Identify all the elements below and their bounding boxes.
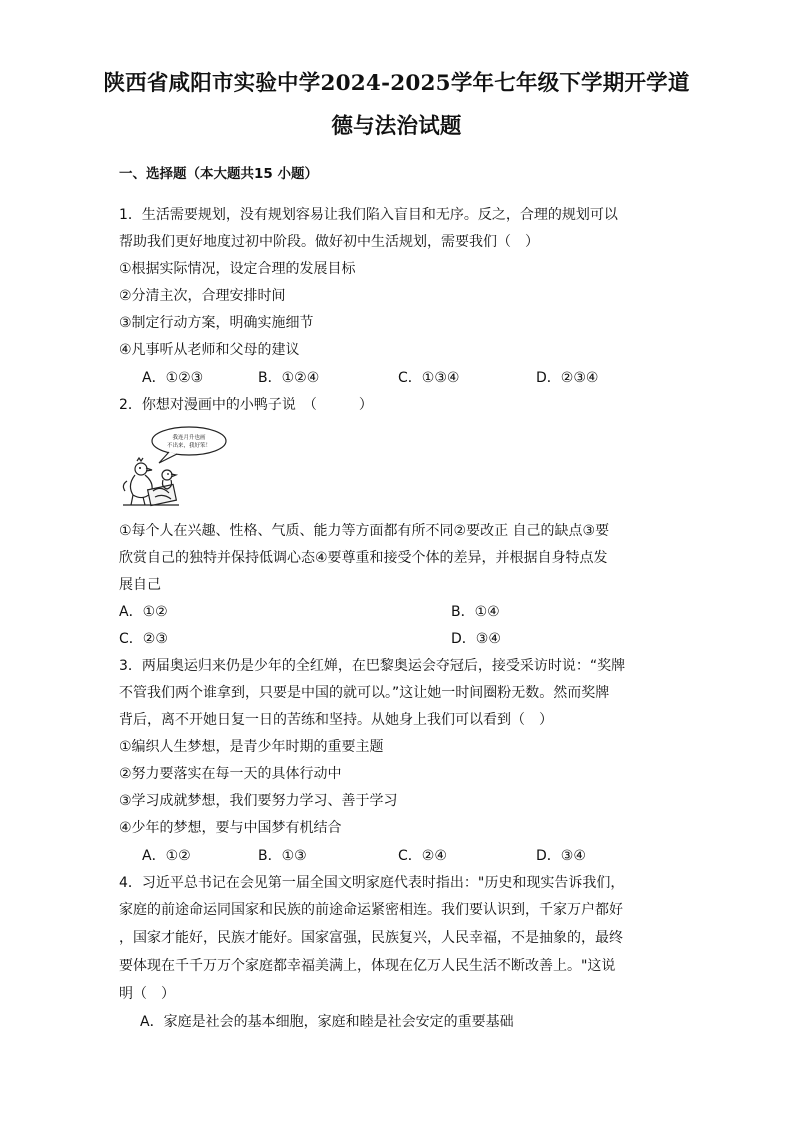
q1-stem-line: 帮助我们更好地度过初中阶段。做好初中生活规划，需要我们（ ） xyxy=(119,234,539,250)
speech-bubble-text: 不出来，我好笨！ xyxy=(166,443,212,449)
q3-statement: ①编织人生梦想，是青少年时期的重要主题 xyxy=(119,739,384,755)
q3-statement: ②努力要落实在每一天的具体行动中 xyxy=(119,766,342,782)
q1-statement: ①根据实际情况，设定合理的发展目标 xyxy=(119,261,356,277)
q3-stem-line: 背后，离不开她日复一日的苦练和坚持。从她身上我们可以看到（ ） xyxy=(119,712,553,728)
q1-statement: ②分清主次，合理安排时间 xyxy=(119,288,286,304)
q4-stem-line: 要体现在千千万万个家庭都幸福美满上，体现在亿万人民生活不断改善上。"这说 xyxy=(119,958,616,974)
q3-statement: ③学习成就梦想，我们要努力学习、善于学习 xyxy=(119,793,398,809)
q3-option-b[interactable]: B．①③ xyxy=(258,848,307,864)
q3-option-d[interactable]: D．③④ xyxy=(536,848,586,864)
q2-option-c[interactable]: C．②③ xyxy=(119,631,168,647)
q1-statement: ③制定行动方案，明确实施细节 xyxy=(119,315,314,331)
q3-stem-line: 不管我们两个谁拿到，只要是中国的就可以。”这让她一时间圈粉无数。然而奖牌 xyxy=(119,685,610,701)
q4-option-a[interactable]: A．家庭是社会的基本细胞，家庭和睦是社会安定的重要基础 xyxy=(140,1014,514,1030)
exam-title-line1: 陕西省咸阳市实验中学2024-2025学年七年级下学期开学道 xyxy=(103,71,690,96)
q2-statement-line: 欣赏自己的独特并保持低调心态④要尊重和接受个体的差异，并根据自身特点发 xyxy=(119,550,608,566)
q2-option-b[interactable]: B．①④ xyxy=(451,604,500,620)
q1-statement: ④凡事听从老师和父母的建议 xyxy=(119,342,300,358)
q3-stem-line: 3．两届奥运归来仍是少年的全红婵，在巴黎奥运会夺冠后，接受采访时说：“奖牌 xyxy=(119,658,626,674)
duckling-cartoon xyxy=(119,425,229,509)
q3-option-c[interactable]: C．②④ xyxy=(398,848,447,864)
q2-option-d[interactable]: D．③④ xyxy=(451,631,501,647)
q1-option-a[interactable]: A．①②③ xyxy=(142,370,204,386)
q1-option-c[interactable]: C．①③④ xyxy=(398,370,460,386)
q1-option-d[interactable]: D．②③④ xyxy=(536,370,599,386)
q1-option-b[interactable]: B．①②④ xyxy=(258,370,320,386)
q3-option-a[interactable]: A．①② xyxy=(142,848,191,864)
speech-bubble-text: 我连月升也画 xyxy=(172,435,206,441)
section-heading: 一、选择题（本大题共15 小题） xyxy=(119,166,318,182)
q4-stem-line: 明（ ） xyxy=(119,986,175,1002)
q3-statement: ④少年的梦想，要与中国梦有机结合 xyxy=(119,820,342,836)
q1-stem-line: 1．生活需要规划，没有规划容易让我们陷入盲目和无序。反之，合理的规划可以 xyxy=(119,207,618,223)
q2-option-a[interactable]: A．①② xyxy=(119,604,168,620)
q2-statement-line: ①每个人在兴趣、性格、气质、能力等方面都有所不同②要改正 自己的缺点③要 xyxy=(119,523,610,539)
q2-stem: 2．你想对漫画中的小鸭子说 （ ） xyxy=(119,397,373,413)
exam-title-line2: 德与法治试题 xyxy=(331,114,462,139)
q4-stem-line: 家庭的前途命运同国家和民族的前途命运紧密相连。我们要认识到，千家万户都好 xyxy=(119,902,623,918)
q4-stem-line: ，国家才能好，民族才能好。国家富强，民族复兴，人民幸福，不是抽象的，最终 xyxy=(119,930,623,946)
q2-statement-line: 展自己 xyxy=(119,577,161,593)
q4-stem-line: 4．习近平总书记在会见第一届全国文明家庭代表时指出："历史和现实告诉我们， xyxy=(119,875,625,891)
